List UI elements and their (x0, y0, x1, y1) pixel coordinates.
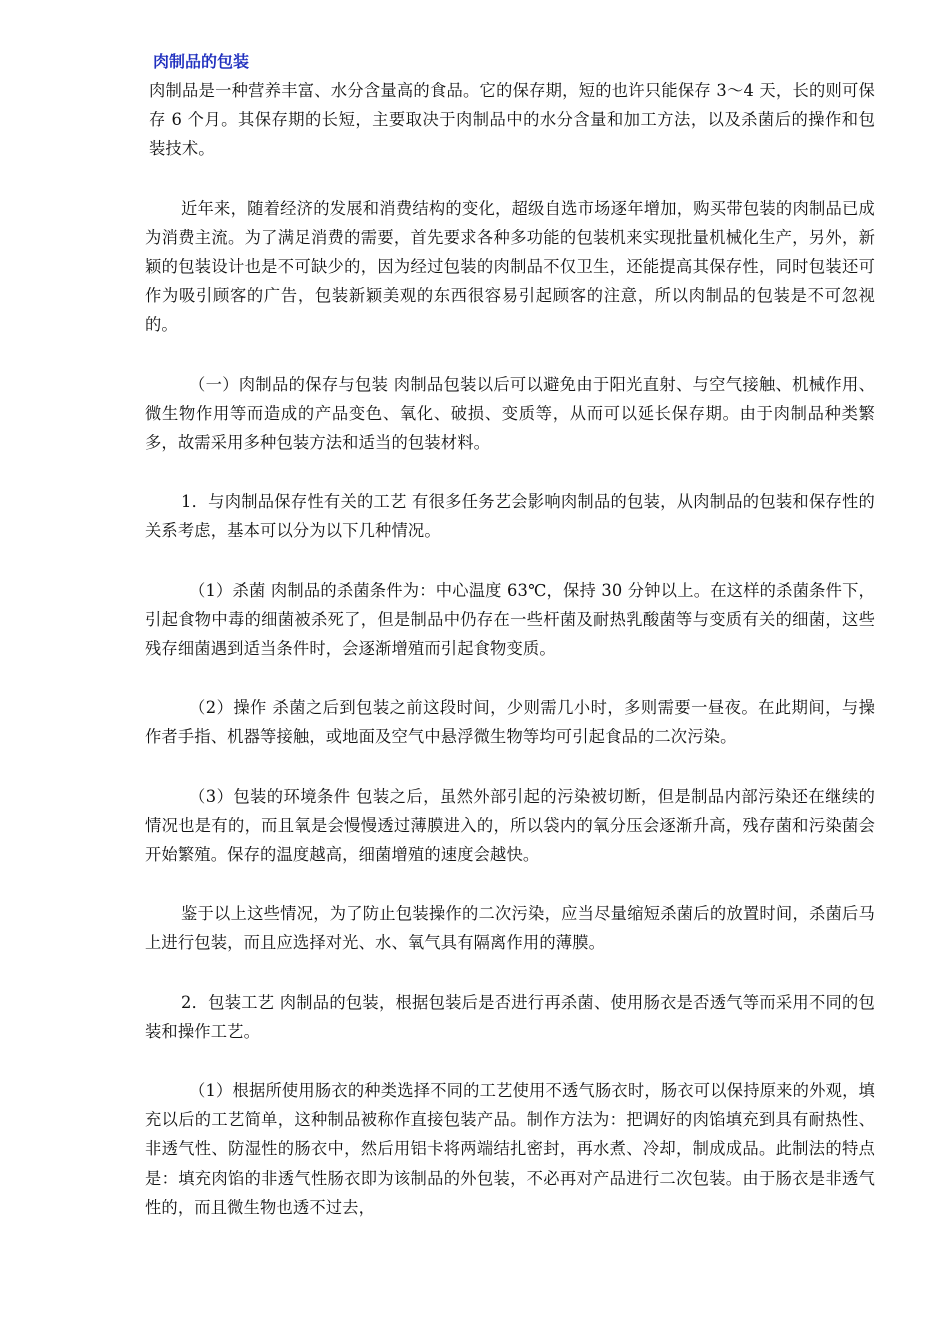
document-title: 肉制品的包装 (153, 52, 250, 71)
paragraph-operation: （2）操作 杀菌之后到包装之前这段时间，少则需几小时，多则需要一昼夜。在此期间，与操作者手指、机器等接触，或地面及空气中悬浮微生物等均可引起食品的二次污染。 (145, 698, 875, 747)
paragraph-gap (145, 457, 875, 487)
paragraph-casing-types: （1）根据所使用肠衣的种类选择不同的工艺使用不透气肠衣时，肠衣可以保持原来的外观，填充以后的工艺简单，这种制品被称作直接包装产品。制作方法为：把调好的肉馅填充到具有耐热性、非透气性、防湿性的肠衣中，然后用铝卡将两端结扎密封，再水煮、冷却，制成成品。此制法的特点是：填充肉馅的非透气性肠衣即为该制品的外包装，不必再对产品进行二次包装。由于肠衣是非透气性的，而且微生物也透不过去， (145, 1081, 875, 1217)
paragraph-gap (145, 958, 875, 988)
paragraph-sterilization: （1）杀菌 肉制品的杀菌条件为：中心温度 63℃，保持 30 分钟以上。在这样的杀菌条件下，引起食物中毒的细菌被杀死了，但是制品中仍存在一些杆菌及耐热乳酸菌等与变质有关的细菌，这些残存细菌遇到适当条件时，会逐渐增殖而引起食物变质。 (145, 580, 875, 659)
paragraph-gap (145, 164, 875, 194)
paragraph-gap (145, 663, 875, 693)
paragraph-environment: （3）包装的环境条件 包装之后，虽然外部引起的污染被切断，但是制品内部污染还在继续的情况也是有的，而且氧是会慢慢透过薄膜进入的，所以袋内的氧分压会逐渐升高，残存菌和污染菌会开始繁殖。保存的温度越高，细菌增殖的速度会越快。 (145, 786, 875, 865)
paragraph-gap (145, 752, 875, 782)
paragraph-intro: 肉制品是一种营养丰富、水分含量高的食品。它的保存期，短的也许只能保存 3～4 天，长的则可保存 6 个月。其保存期的长短，主要取决于肉制品中的水分含量和加工方法，以及杀菌后的操作和包装技术。 (149, 81, 875, 159)
paragraph-packaging-process: 2．包装工艺 肉制品的包装，根据包装后是否进行再杀菌、使用肠衣是否透气等而采用不同的包装和操作工艺。 (145, 992, 875, 1041)
paragraph-gap (145, 340, 875, 370)
paragraph-process-factors: 1．与肉制品保存性有关的工艺 有很多任务艺会影响肉制品的包装，从肉制品的包装和保存性的关系考虑，基本可以分为以下几种情况。 (145, 492, 875, 541)
paragraph-summary: 鉴于以上这些情况，为了防止包装操作的二次污染，应当尽量缩短杀菌后的放置时间，杀菌后马上进行包装，而且应选择对光、水、氧气具有隔离作用的薄膜。 (145, 904, 875, 953)
paragraph-market: 近年来，随着经济的发展和消费结构的变化，超级自选市场逐年增加，购买带包装的肉制品已成为消费主流。为了满足消费的需要，首先要求各种多功能的包装机来实现批量机械化生产，另外，新颖的包装设计也是不可缺少的，因为经过包装的肉制品不仅卫生，还能提高其保存性，同时包装还可作为吸引顾客的广告，包装新颖美观的东西很容易引起顾客的注意，所以肉制品的包装是不可忽视的。 (145, 198, 875, 335)
paragraph-gap (145, 1046, 875, 1076)
paragraph-gap (145, 546, 875, 576)
paragraph-gap (145, 869, 875, 899)
paragraph-section-1: （一）肉制品的保存与包装 肉制品包装以后可以避免由于阳光直射、与空气接触、机械作用、微生物作用等而造成的产品变色、氧化、破损、变质等，从而可以延长保存期。由于肉制品种类繁多，故需采用多种包装方法和适当的包装材料。 (145, 374, 875, 453)
document-page (145, 48, 875, 1222)
